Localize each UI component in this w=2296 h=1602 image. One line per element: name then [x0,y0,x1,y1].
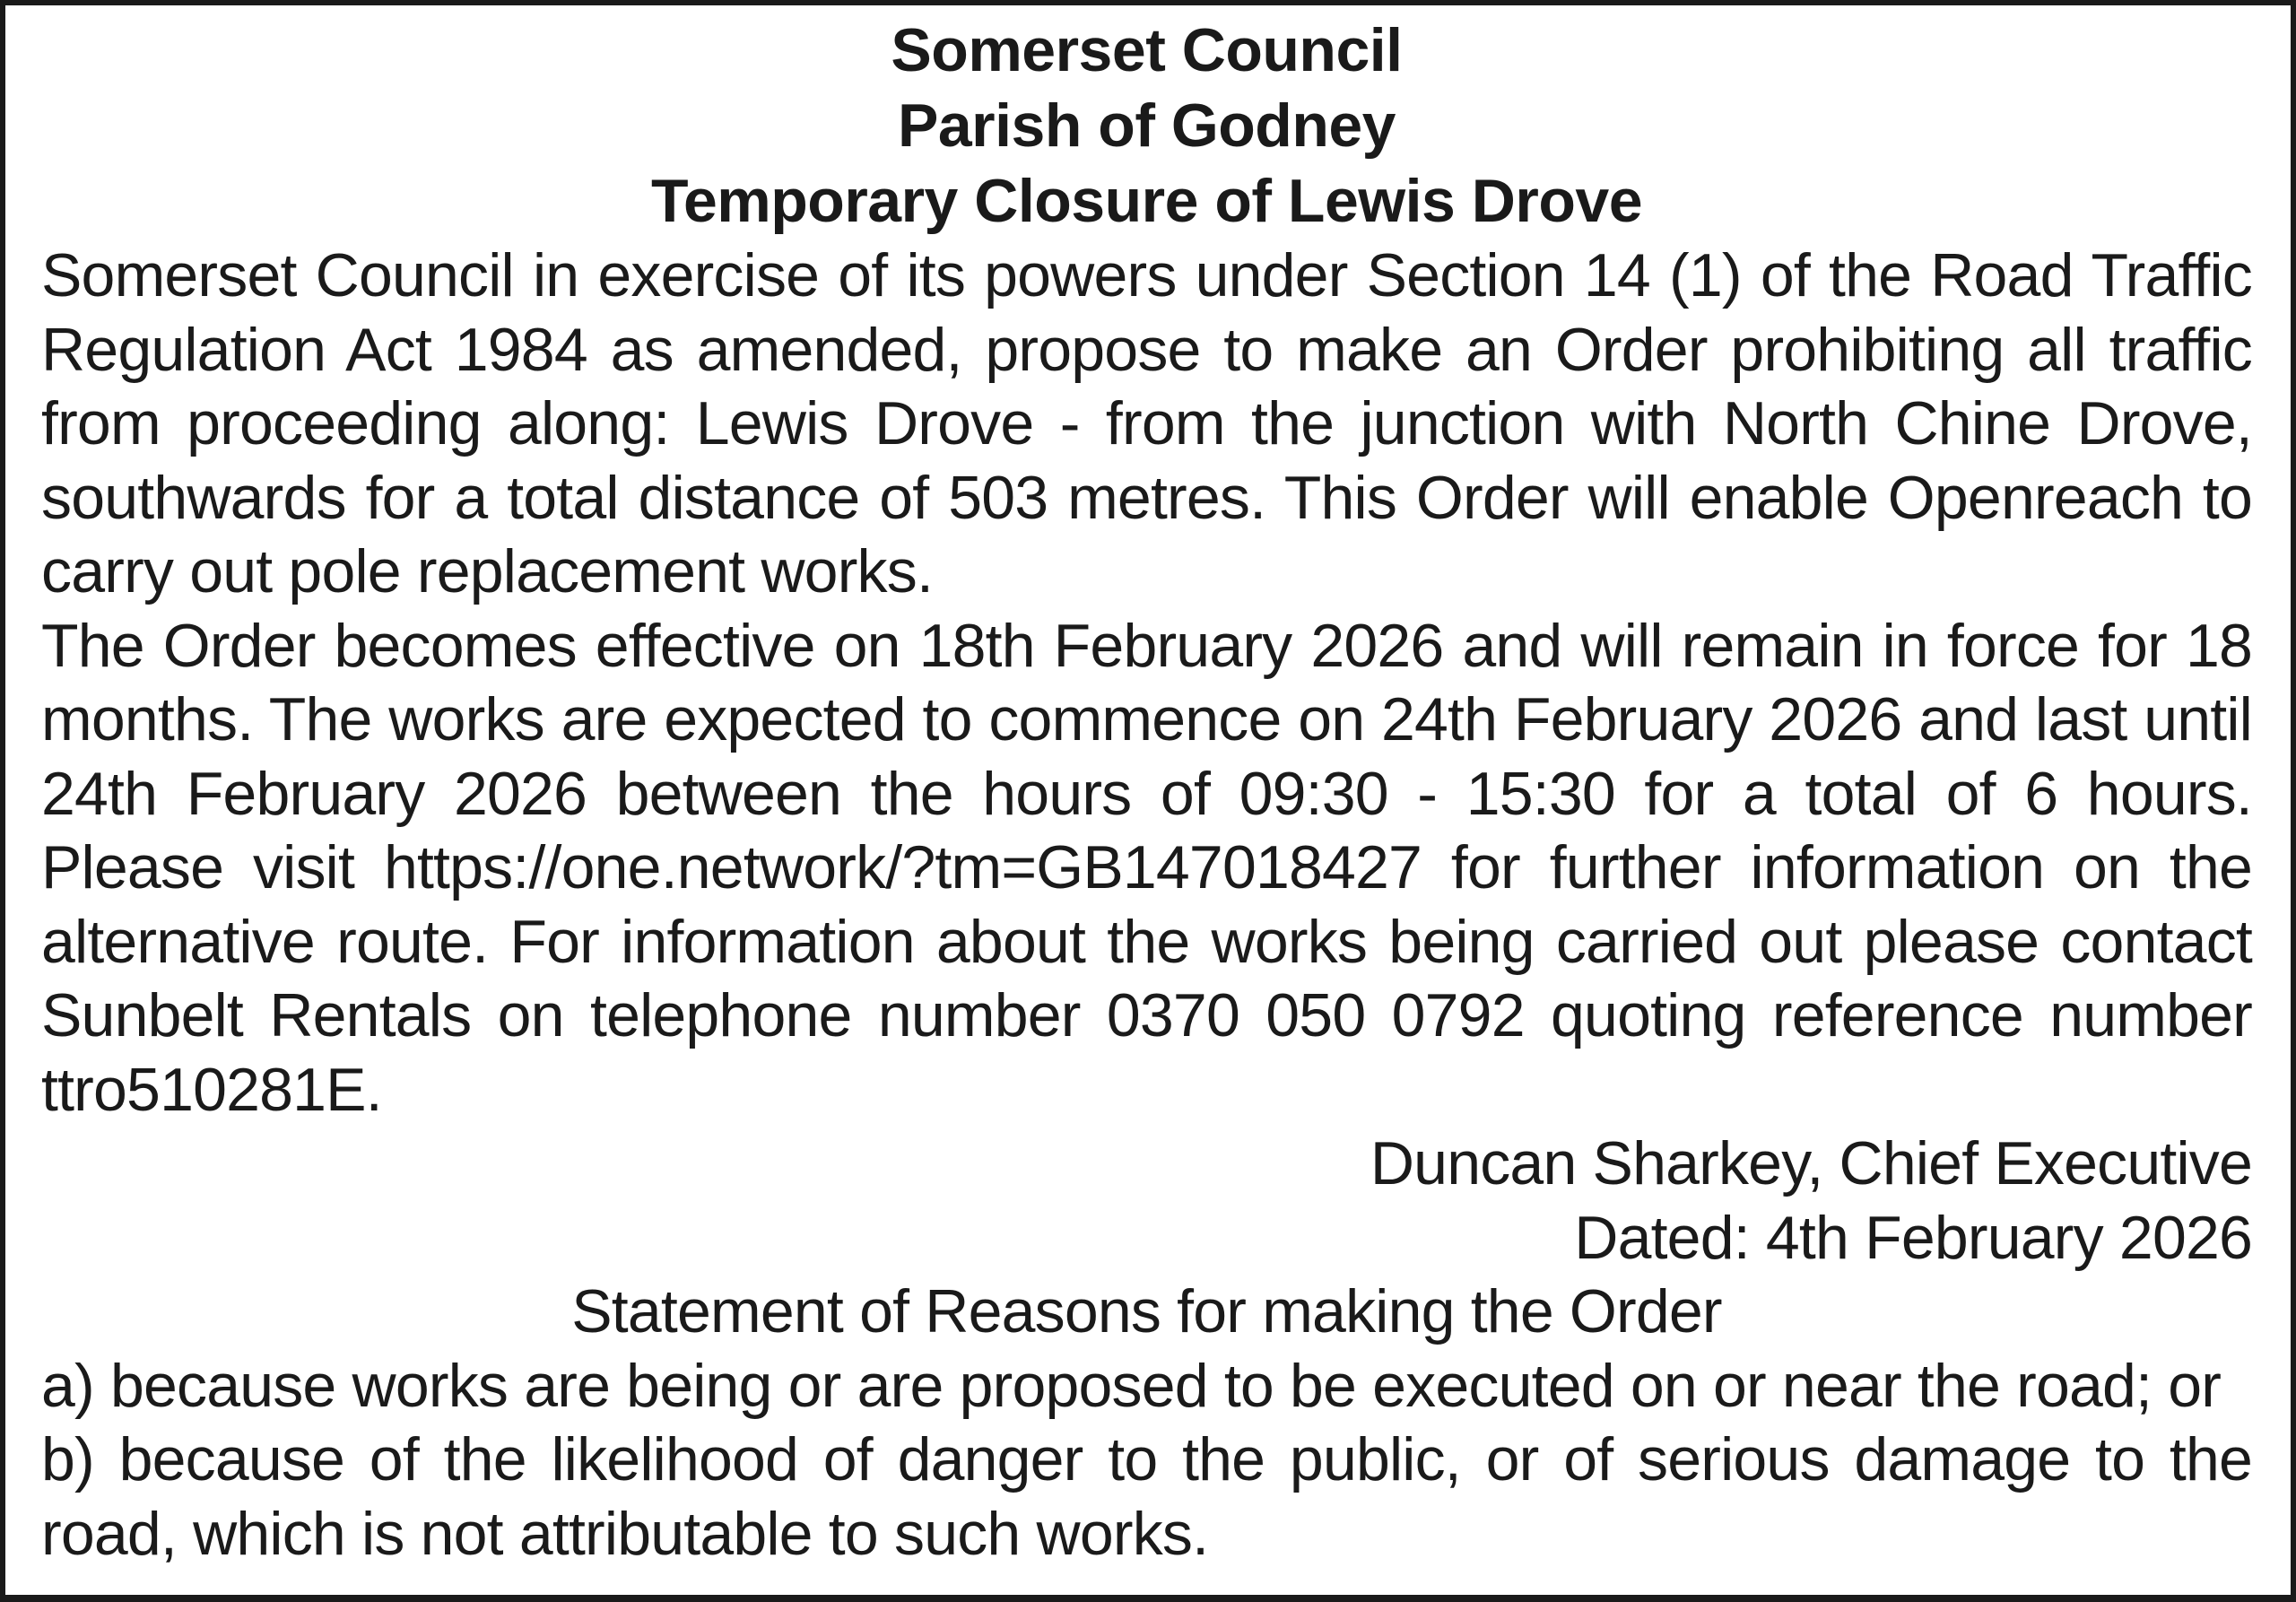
signatory: Duncan Sharkey, Chief Executive [1370,1129,2252,1197]
reasons-title: Statement of Reasons for making the Order [571,1277,1722,1345]
authority-title: Somerset Council [891,16,1403,84]
notice-heading: Temporary Closure of Lewis Drove [650,167,1643,235]
reason-a: a) because works are being or are proposed to be executed on or near the road; or [41,1351,2222,1420]
reason-b: b) because of the likelihood of danger to the public, or of serious damage to the road, which is not attributable to such works. [41,1425,2252,1568]
parish-title: Parish of Godney [898,91,1396,160]
dated-line: Dated: 4th February 2026 [1574,1203,2252,1272]
order-details-paragraph: The Order becomes effective on 18th February 2026 and will remain in force for 18 months. The works are expected to commence on 24th February 2026 and last until 24th February 2026 between the hours of 09:30 - 15:30 for a total of 6 hours. Please visit https://one.network/?tm=GB147018427 for further information on the alternative route. For information about the works being carried out please contact Sunbelt Rentals on telephone number 0370 050 0792 quoting reference number ttro510281E. [41,611,2252,1124]
order-proposal-paragraph: Somerset Council in exercise of its powers under Section 14 (1) of the Road Traffic Regulation Act 1984 as amended, propose to make an Order prohibiting all traffic from proceeding along: Lewis Drove - from the junction with North Chine Drove, southwards for a total distance of 503 metres. This Order will enable Openreach to carry out pole replacement works. [41,241,2252,605]
